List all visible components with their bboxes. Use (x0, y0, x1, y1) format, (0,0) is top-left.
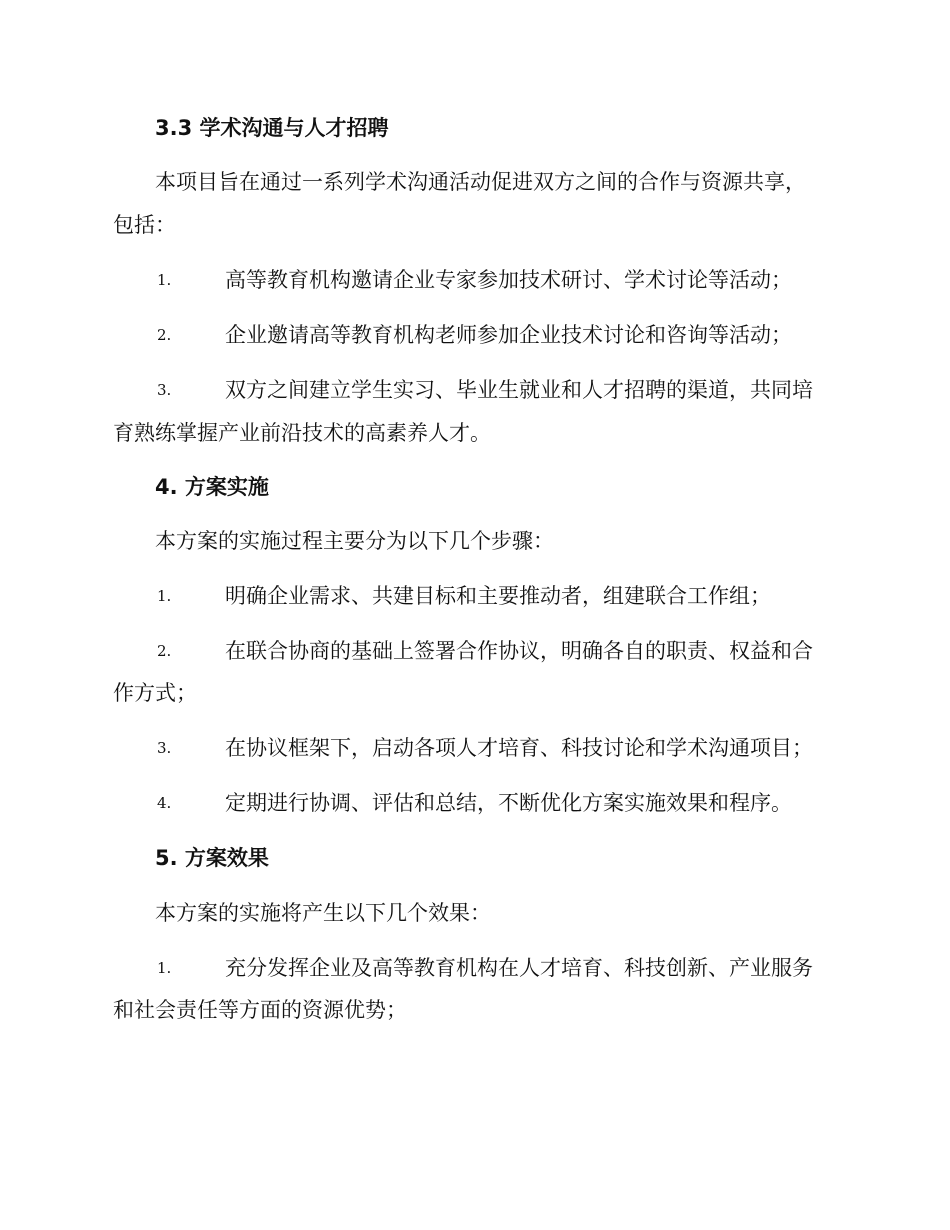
paragraph-line: 本方案的实施过程主要分为以下几个步骤： (155, 529, 554, 553)
list-item-number: 1. (157, 271, 172, 289)
list-item: 定期进行协调、评估和总结，不断优化方案实施效果和程序。 (225, 791, 792, 815)
list-item-number: 1. (157, 587, 172, 605)
section-heading-5: 5. 方案效果 (155, 846, 269, 870)
list-item-continuation: 育熟练掌握产业前沿技术的高素养人才。 (113, 421, 491, 445)
section-heading-3-3: 3.3 学术沟通与人才招聘 (155, 116, 389, 140)
list-item: 双方之间建立学生实习、毕业生就业和人才招聘的渠道，共同培 (225, 378, 813, 402)
list-item-continuation: 和社会责任等方面的资源优势； (113, 998, 407, 1022)
list-item-number: 3. (157, 739, 172, 757)
list-item: 充分发挥企业及高等教育机构在人才培育、科技创新、产业服务 (225, 956, 813, 980)
list-item-continuation: 作方式； (113, 681, 197, 705)
paragraph-line: 本方案的实施将产生以下几个效果： (155, 901, 491, 925)
list-item: 高等教育机构邀请企业专家参加技术研讨、学术讨论等活动； (225, 268, 792, 292)
list-item: 在协议框架下，启动各项人才培育、科技讨论和学术沟通项目； (225, 736, 813, 760)
list-item: 在联合协商的基础上签署合作协议，明确各自的职责、权益和合 (225, 639, 813, 663)
list-item: 明确企业需求、共建目标和主要推动者，组建联合工作组； (225, 584, 771, 608)
list-item-number: 2. (157, 642, 172, 660)
list-item-number: 3. (157, 381, 172, 399)
list-item-number: 2. (157, 326, 172, 344)
list-item: 企业邀请高等教育机构老师参加企业技术讨论和咨询等活动； (225, 323, 792, 347)
list-item-number: 1. (157, 959, 172, 977)
paragraph-line: 包括： (113, 213, 176, 237)
section-heading-4: 4. 方案实施 (155, 475, 269, 499)
list-item-number: 4. (157, 794, 172, 812)
paragraph-line: 本项目旨在通过一系列学术沟通活动促进双方之间的合作与资源共享， (155, 170, 806, 194)
